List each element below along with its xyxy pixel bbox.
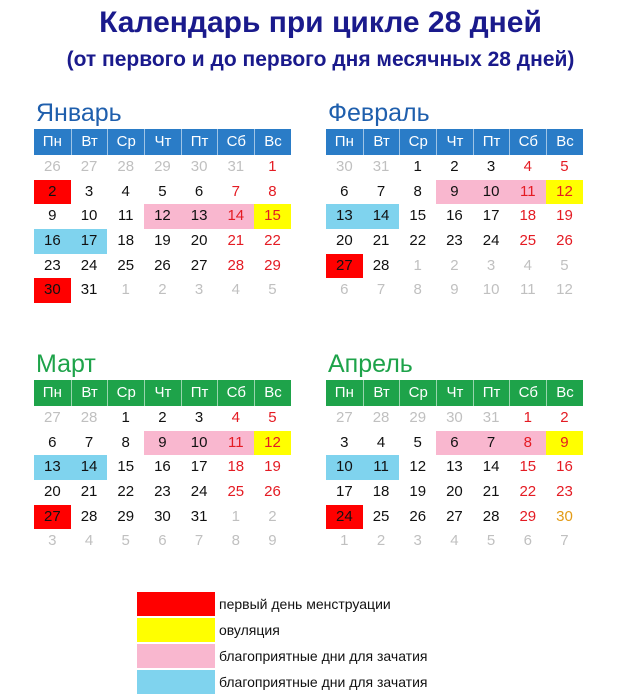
- calendar-day: 22: [519, 483, 537, 501]
- calendar-day: 16: [154, 458, 171, 476]
- calendar-day: 12: [254, 431, 291, 456]
- calendar-day: 22: [264, 232, 281, 250]
- calendar-day-other-month: 9: [268, 532, 277, 550]
- calendar-day: 25: [519, 232, 537, 250]
- calendar-day: 8: [413, 182, 422, 200]
- calendar-day-other-month: 3: [486, 256, 496, 274]
- weekday-header: Ср: [107, 129, 144, 155]
- calendar-day-other-month: 28: [372, 409, 390, 426]
- calendar-day: 23: [44, 256, 61, 274]
- calendar-day: 28: [482, 507, 500, 525]
- calendar-day-other-month: 7: [194, 532, 204, 550]
- weekday-header: Вс: [254, 380, 291, 406]
- calendar-day-other-month: 4: [231, 281, 240, 299]
- calendar-day: 27: [190, 256, 208, 274]
- calendar-day: 11: [217, 431, 254, 456]
- weekday-header: Сб: [217, 129, 254, 155]
- calendar-day: 20: [446, 483, 463, 501]
- calendar-day-other-month: 27: [44, 409, 61, 426]
- calendar-day: 5: [560, 158, 569, 175]
- calendar-day: 29: [264, 256, 281, 274]
- legend-label: овуляция: [219, 622, 280, 638]
- weekday-header: Пн: [326, 380, 363, 406]
- calendar-day: 17: [482, 207, 500, 225]
- weekday-header: Ср: [399, 380, 436, 406]
- legend-label: благоприятные дни для зачатия: [219, 674, 428, 690]
- calendar-day: 28: [227, 256, 245, 274]
- calendar-day-other-month: 4: [84, 532, 94, 550]
- weekday-header: Вт: [71, 129, 108, 155]
- calendar-day-other-month: 4: [523, 256, 532, 274]
- month-name: Март: [36, 350, 96, 378]
- calendar-day: 26: [409, 507, 427, 525]
- calendar-day: 9: [436, 180, 473, 205]
- calendar-grid: [34, 380, 291, 554]
- calendar-day: 10: [80, 207, 98, 225]
- calendar-day: 27: [34, 505, 71, 530]
- legend-item-favorable-cyan: [137, 669, 427, 695]
- calendar-day: 15: [254, 204, 291, 229]
- calendar-day: 4: [376, 433, 386, 451]
- legend-item-favorable-pink: [137, 643, 427, 669]
- calendar-day: 29: [117, 507, 135, 525]
- calendar-day: 16: [34, 229, 71, 254]
- calendar-day: 21: [372, 232, 390, 250]
- month-name: Апрель: [328, 350, 413, 378]
- calendar-day-other-month: 2: [450, 256, 459, 274]
- calendar-day: 18: [227, 458, 245, 476]
- legend-swatch: [137, 644, 215, 668]
- calendar-day: 21: [80, 483, 98, 501]
- calendar-day-other-month: 3: [48, 532, 57, 550]
- calendar-day: 31: [190, 507, 208, 525]
- calendar-day: 30: [154, 507, 171, 525]
- month-february: [326, 98, 583, 303]
- calendar-day-other-month: 6: [523, 532, 532, 550]
- calendar-day: 11: [363, 455, 400, 480]
- calendar-day: 19: [556, 207, 573, 225]
- calendar-day-other-month: 11: [519, 281, 536, 299]
- calendar-day: 15: [409, 207, 427, 225]
- page-subtitle: (от первого и до первого дня месячных 28 дней): [66, 48, 575, 71]
- legend-swatch: [137, 618, 215, 642]
- weekday-header: Вт: [363, 380, 400, 406]
- calendar-day: 15: [117, 458, 135, 476]
- calendar-day: 17: [71, 229, 108, 254]
- calendar-day: 24: [482, 232, 500, 250]
- calendar-day-other-month: 8: [413, 281, 422, 299]
- weekday-header: Пт: [181, 380, 218, 406]
- calendar-day: 7: [376, 182, 386, 200]
- calendar-day: 18: [372, 483, 390, 501]
- calendar-day: 6: [48, 433, 57, 451]
- weekday-header: Вс: [546, 380, 583, 406]
- calendar-day: 10: [473, 180, 510, 205]
- calendar-day: 19: [409, 483, 427, 501]
- legend-label: первый день менструации: [219, 596, 391, 612]
- calendar-day: 2: [158, 409, 167, 426]
- weekday-header: Вс: [254, 129, 291, 155]
- calendar-day: 5: [413, 433, 422, 451]
- calendar-day: 27: [446, 507, 463, 525]
- calendar-day-other-month: 6: [340, 281, 349, 299]
- calendar-day: 14: [363, 204, 400, 229]
- calendar-day: 11: [117, 207, 134, 225]
- calendar-day-other-month: 28: [117, 158, 135, 175]
- calendar-day: 15: [519, 458, 537, 476]
- weekday-header: Пн: [326, 129, 363, 155]
- calendar-day: 19: [154, 232, 171, 250]
- calendar-day: 7: [231, 182, 240, 200]
- weekday-header: Пн: [34, 129, 71, 155]
- calendar-day: 1: [121, 409, 130, 426]
- weekday-header: Сб: [217, 380, 254, 406]
- calendar-grid: [326, 129, 583, 303]
- calendar-day: 23: [446, 232, 463, 250]
- calendar-day: 12: [144, 204, 181, 229]
- calendar-day: 13: [326, 204, 363, 229]
- calendar-day: 2: [34, 180, 71, 205]
- calendar-day: 12: [409, 458, 427, 476]
- calendar-grid: [34, 129, 291, 303]
- calendar-day: 20: [190, 232, 208, 250]
- calendar-day: 30: [34, 278, 71, 303]
- calendar-day-other-month: 7: [560, 532, 569, 550]
- calendar-day-other-month: 6: [158, 532, 167, 550]
- weekday-header: Чт: [436, 380, 473, 406]
- calendar-day-other-month: 26: [44, 158, 61, 175]
- calendar-day: 31: [80, 281, 98, 299]
- weekday-header: Чт: [144, 380, 181, 406]
- calendar-day: 27: [326, 254, 363, 279]
- calendar-day: 22: [409, 232, 427, 250]
- weekday-header: Ср: [399, 129, 436, 155]
- page-title: Календарь при цикле 28 дней: [99, 6, 542, 39]
- calendar-day: 18: [519, 207, 537, 225]
- calendar-day: 24: [190, 483, 208, 501]
- calendar-day: 13: [34, 455, 71, 480]
- legend: [137, 591, 427, 695]
- calendar-day: 8: [509, 431, 546, 456]
- calendar-day: 3: [194, 409, 204, 426]
- calendar-day: 6: [436, 431, 473, 456]
- calendar-day: 24: [326, 505, 363, 530]
- weekday-header: Чт: [144, 129, 181, 155]
- calendar-day: 21: [227, 232, 245, 250]
- calendar-day: 7: [473, 431, 510, 456]
- calendar-day-other-month: 27: [336, 409, 353, 426]
- calendar-day: 22: [117, 483, 135, 501]
- weekday-header: Вт: [71, 380, 108, 406]
- calendar-day: 13: [181, 204, 218, 229]
- weekday-header: Сб: [509, 380, 546, 406]
- calendar-day: 29: [519, 507, 537, 525]
- calendar-day: 14: [482, 458, 500, 476]
- calendar-day: 3: [340, 433, 349, 451]
- calendar-day: 9: [546, 431, 583, 456]
- calendar-day: 8: [121, 433, 130, 451]
- calendar-day: 4: [231, 409, 240, 426]
- calendar-day: 23: [154, 483, 171, 501]
- calendar-day: 18: [117, 232, 135, 250]
- calendar-day-other-month: 2: [268, 507, 277, 525]
- weekday-header: Пт: [473, 380, 510, 406]
- calendar-day-other-month: 12: [556, 281, 573, 299]
- calendar-day: 9: [48, 207, 57, 225]
- weekday-header: Пн: [34, 380, 71, 406]
- calendar-day: 19: [264, 458, 281, 476]
- month-january: [34, 98, 291, 303]
- calendar-day-other-month: 5: [560, 256, 569, 274]
- calendar-day: 14: [71, 455, 108, 480]
- calendar-day-other-month: 4: [450, 532, 459, 550]
- calendar-day-other-month: 5: [486, 532, 496, 550]
- calendar-day-other-month: 29: [409, 409, 427, 426]
- calendar-day: 1: [523, 409, 532, 426]
- calendar-day-other-month: 1: [121, 281, 130, 299]
- calendar-day: 5: [158, 182, 167, 200]
- calendar-day: 14: [217, 204, 254, 229]
- month-april: [326, 349, 583, 554]
- calendar-day: 1: [413, 158, 422, 175]
- calendar-day-other-month: 7: [376, 281, 386, 299]
- legend-item-ovulation: [137, 617, 427, 643]
- calendar-day: 10: [326, 455, 363, 480]
- legend-swatch: [137, 670, 215, 694]
- legend-label: благоприятные дни для зачатия: [219, 648, 428, 664]
- calendar-day-other-month: 1: [340, 532, 349, 550]
- weekday-header: Пт: [473, 129, 510, 155]
- calendar-day: 24: [80, 256, 98, 274]
- calendar-day: 2: [450, 158, 459, 175]
- month-march: [34, 349, 291, 554]
- calendar-day-other-month: 30: [190, 158, 208, 175]
- calendar-day-other-month: 1: [413, 256, 422, 274]
- weekday-header: Сб: [509, 129, 546, 155]
- calendar-day-other-month: 5: [121, 532, 130, 550]
- calendar-day: 5: [268, 409, 277, 426]
- calendar-day: 3: [84, 182, 94, 200]
- calendar-day: 28: [372, 256, 390, 274]
- calendar-day: 23: [556, 483, 573, 501]
- calendar-day: 10: [181, 431, 218, 456]
- calendar-day: 1: [268, 158, 277, 175]
- calendar-day: 13: [446, 458, 463, 476]
- calendar-day: 25: [372, 507, 390, 525]
- weekday-header: Ср: [107, 380, 144, 406]
- calendar-day-other-month: 5: [268, 281, 277, 299]
- calendar-day: 16: [556, 458, 573, 476]
- calendar-day-other-month: 8: [231, 532, 240, 550]
- calendar-day-other-month: 31: [227, 158, 245, 175]
- month-name: Январь: [36, 99, 122, 127]
- calendar-day: 17: [190, 458, 208, 476]
- calendar-day: 6: [340, 182, 349, 200]
- calendar-day: 4: [121, 182, 130, 200]
- weekday-header: Вс: [546, 129, 583, 155]
- calendar-day: 9: [144, 431, 181, 456]
- calendar-day-other-month: 30: [336, 158, 353, 175]
- calendar-day-other-month: 3: [194, 281, 204, 299]
- calendar-day-other-month: 30: [446, 409, 463, 426]
- calendar-day-other-month: 3: [413, 532, 422, 550]
- calendar-day-other-month: 31: [482, 409, 500, 426]
- weekday-header: Вт: [363, 129, 400, 155]
- calendar-day: 6: [194, 182, 204, 200]
- calendar-day: 26: [154, 256, 171, 274]
- calendar-day-other-month: 2: [376, 532, 386, 550]
- calendar-day: 16: [446, 207, 463, 225]
- calendar-grid: [326, 380, 583, 554]
- calendar-day: 21: [482, 483, 500, 501]
- legend-item-menstruation: [137, 591, 427, 617]
- calendar-day-other-month: 1: [231, 507, 240, 525]
- calendar-day: 20: [44, 483, 61, 501]
- calendar-day: 4: [523, 158, 532, 175]
- calendar-day: 25: [227, 483, 245, 501]
- legend-swatch: [137, 592, 215, 616]
- month-name: Февраль: [328, 99, 430, 127]
- calendar-day: 12: [546, 180, 583, 205]
- calendar-day-other-month: 28: [80, 409, 98, 426]
- calendar-day: 28: [80, 507, 98, 525]
- calendar-day: 25: [117, 256, 135, 274]
- weekday-header: Чт: [436, 129, 473, 155]
- calendar-day: 17: [336, 483, 353, 501]
- calendar-day-other-month: 27: [80, 158, 98, 175]
- calendar-day-other-month: 2: [158, 281, 167, 299]
- calendar-day: 11: [509, 180, 546, 205]
- weekday-header: Пт: [181, 129, 218, 155]
- calendar-day: 26: [264, 483, 281, 501]
- calendar-day: 20: [336, 232, 353, 250]
- calendar-day-other-month: 29: [154, 158, 171, 175]
- calendar-day-other-month: 31: [372, 158, 390, 175]
- calendar-day: 3: [486, 158, 496, 175]
- calendar-day: 30: [556, 507, 573, 525]
- calendar-day: 2: [560, 409, 569, 426]
- calendar-day: 8: [268, 182, 277, 200]
- calendar-day-other-month: 9: [450, 281, 459, 299]
- calendar-day: 7: [84, 433, 94, 451]
- calendar-day-other-month: 10: [482, 281, 500, 299]
- calendar-day: 26: [556, 232, 573, 250]
